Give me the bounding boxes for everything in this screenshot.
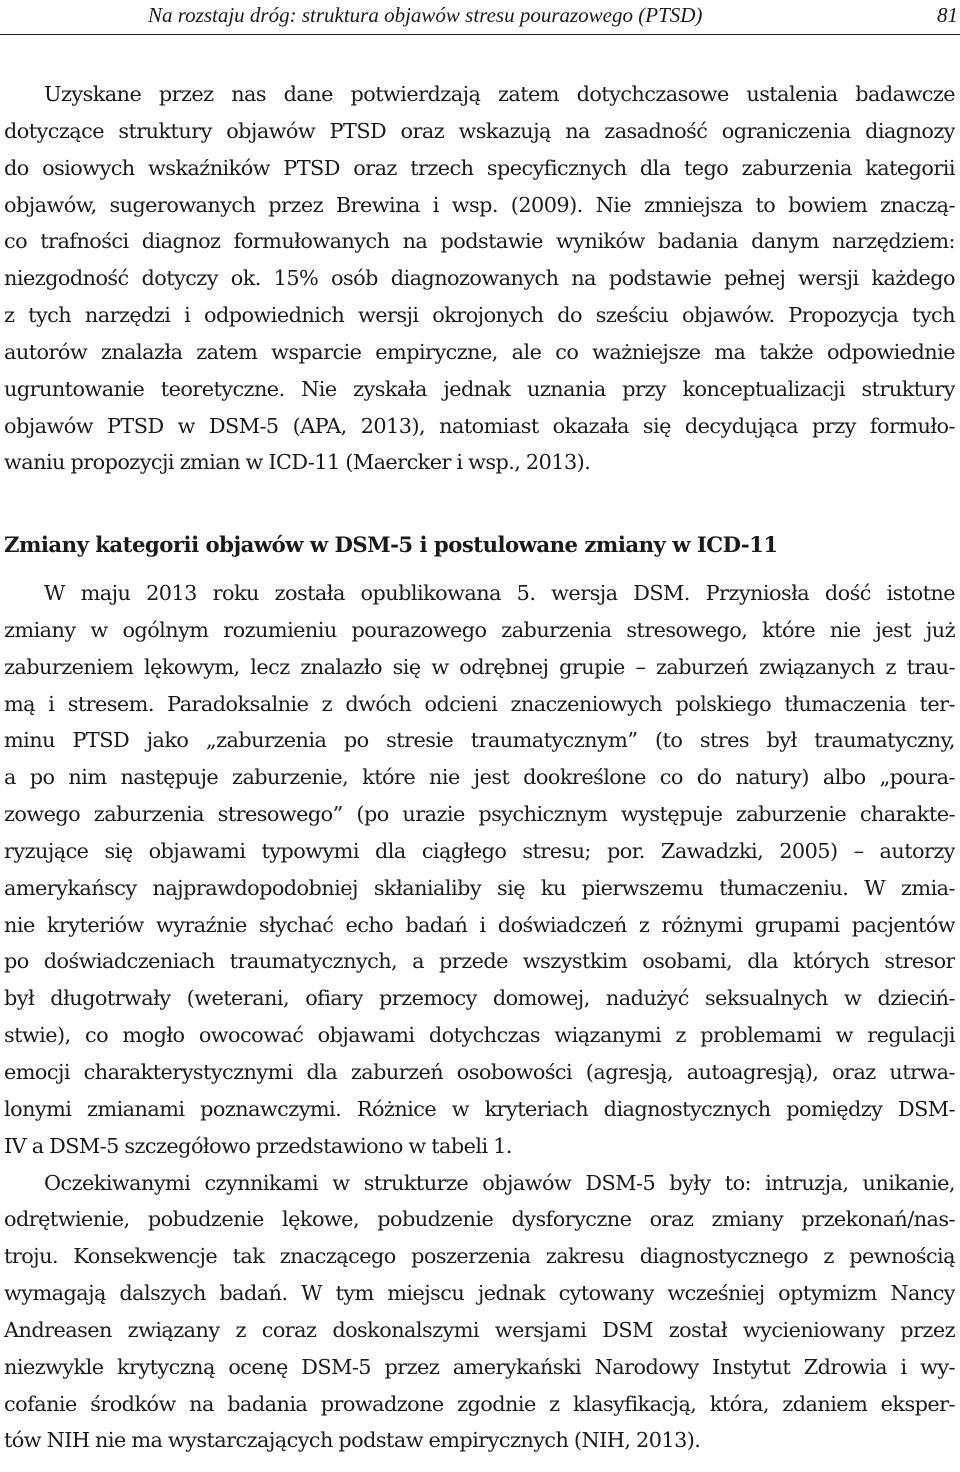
text-line: do osiowych wskaźników PTSD oraz trzech specyficznych dla tego zaburzenia kategorii	[4, 155, 955, 180]
text-line: mą i stresem. Paradoksalnie z dwóch odcieni znaczeniowych polskiego tłumaczenia ter-	[4, 691, 955, 716]
text-line: niezgodność dotyczy ok. 15% osób diagnozowanych na podstawie pełnej wersji każdego	[4, 266, 955, 291]
paragraph-2	[4, 575, 955, 1459]
text-line: W maju 2013 roku została opublikowana 5. wersja DSM. Przyniosła dość istotne	[44, 581, 955, 605]
text-line: wymagają dalszych badań. W tym miejscu jednak cytowany wcześniej optymizm Nancy	[4, 1281, 955, 1306]
text-line: po doświadczeniach traumatycznych, a przede wszystkim osobami, dla których stresor	[4, 949, 955, 974]
text-line: stwie), co mogło owocować objawami dotychczas wiązanymi z problemami w regulacji	[4, 1023, 955, 1048]
text-line: nie kryteriów wyraźnie słychać echo badań i doświadczeń z różnymi grupami pacjentów	[4, 912, 955, 937]
text-line: amerykańscy najprawdopodobniej skłanialiby się ku pierwszemu tłumaczeniu. W zmia-	[4, 875, 955, 900]
text-line: ryzujące się objawami typowymi dla ciągłego stresu; por. Zawadzki, 2005) – autorzy	[4, 838, 955, 863]
running-head	[0, 0, 960, 35]
running-head-title: Na rozstaju dróg: struktura objawów stresu pourazowego (PTSD)	[148, 3, 703, 27]
text-line: niezwykle krytyczną ocenę DSM-5 przez amerykański Narodowy Instytut Zdrowia i wy-	[4, 1354, 955, 1379]
page-number: 81	[937, 3, 958, 27]
text-line: Uzyskane przez nas dane potwierdzają zatem dotychczasowe ustalenia badawcze	[44, 82, 955, 106]
text-line: z tych narzędzi i odpowiednich wersji okrojonych do sześciu objawów. Propozycja tych	[4, 303, 955, 328]
text-line: objawów, sugerowanych przez Brewina i wsp. (2009). Nie zmniejsza to bowiem znaczą-	[4, 192, 955, 217]
section-heading: Zmiany kategorii objawów w DSM-5 i postulowane zmiany w ICD-11	[4, 532, 778, 557]
text-line: zaburzeniem lękowym, lecz znalazło się w odrębnej grupie – zaburzeń związanych z trau-	[4, 654, 955, 679]
text-line: a po nim następuje zaburzenie, które nie jest dookreślone co do natury) albo „poura-	[4, 765, 955, 790]
text-line: emocji charakterystycznymi dla zaburzeń osobowości (agresją, autoagresją), oraz utrwa-	[4, 1059, 955, 1084]
paragraph-1	[4, 76, 955, 481]
text-line: Oczekiwanymi czynnikami w strukturze objawów DSM-5 były to: intruzja, unikanie,	[44, 1170, 955, 1195]
text-line: zowego zaburzenia stresowego” (po urazie psychicznym występuje zaburzenie charakte-	[4, 802, 955, 827]
text-line: co trafności diagnoz formułowanych na podstawie wyników badania danym narzędziem:	[4, 229, 955, 254]
text-line: odrętwienie, pobudzenie lękowe, pobudzenie dysforyczne oraz zmiany przekonań/nas-	[4, 1207, 955, 1232]
text-line: ugruntowanie teoretyczne. Nie zyskała jednak uznania przy konceptualizacji struktury	[4, 376, 955, 401]
text-line: minu PTSD jako „zaburzenia po stresie traumatycznym” (to stres był traumatyczny,	[4, 728, 955, 753]
text-line: zmiany w ogólnym rozumieniu pourazowego zaburzenia stresowego, które nie jest już	[4, 617, 955, 642]
text-line: cofanie środków na badania prowadzone zgodnie z klasyfikacją, która, zdaniem eksper-	[4, 1391, 955, 1416]
text-line: waniu propozycji zmian w ICD-11 (Maercker i wsp., 2013).	[4, 450, 591, 475]
text-line: dotyczące struktury objawów PTSD oraz wskazują na zasadność ograniczenia diagnozy	[4, 118, 955, 143]
text-line: tów NIH nie ma wystarczających podstaw empirycznych (NIH, 2013).	[4, 1428, 701, 1453]
text-line: IV a DSM-5 szczegółowo przedstawiono w tabeli 1.	[4, 1133, 512, 1158]
text-line: był długotrwały (weterani, ofiary przemocy domowej, nadużyć seksualnych w dzieciń-	[4, 986, 955, 1011]
text-line: Andreasen związany z coraz doskonalszymi wersjami DSM został wycieniowany przez	[4, 1317, 955, 1342]
text-line: troju. Konsekwencje tak znaczącego poszerzenia zakresu diagnostycznego z pewnością	[4, 1244, 955, 1269]
text-line: lonymi zmianami poznawczymi. Różnice w kryteriach diagnostycznych pomiędzy DSM-	[4, 1096, 955, 1121]
text-line: autorów znalazła zatem wsparcie empiryczne, ale co ważniejsze ma także odpowiednie	[4, 339, 955, 364]
text-line: objawów PTSD w DSM-5 (APA, 2013), natomiast okazała się decydująca przy formuło-	[4, 413, 955, 438]
